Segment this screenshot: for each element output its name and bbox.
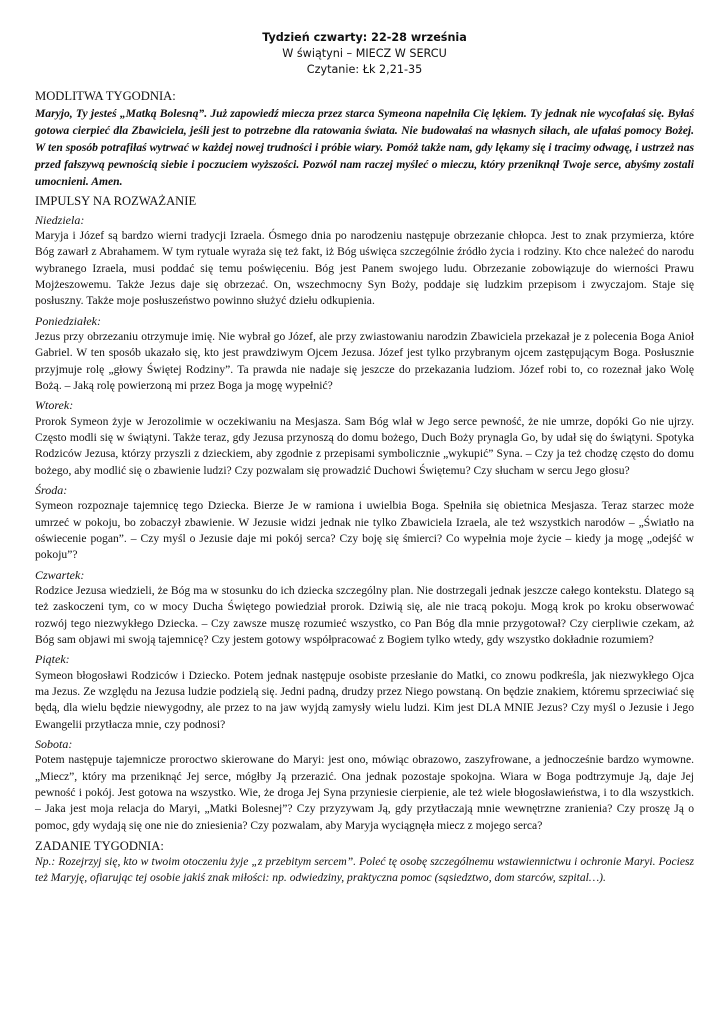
reading-reference: Czytanie: Łk 2,21-35: [306, 63, 423, 76]
day-text: Potem następuje tajemnicze proroctwo skierowane do Maryi: jest ono, mówiąc obrazowo, zaszyfrowane, a jednocześnie bardzo wymowne. „Miecz”, który ma przeniknąć Jej serce, mógłby Ją przerazić. Ona jednak pozostaje spokojna. Wiara w Boga podtrzymuje Ją, daje Jej pewność i pokój. Jest gotowa na wszystko. Wie, że droga Jej Syna przyniesie cierpienie, ale też wiele błogosławieństwa, i to dla wszystkich. – Jaka jest moja relacja do Maryi, „Matki Bolesnej”? Czy przyzywam Ją, gdy przytłaczają mnie wewnętrzne zranienia? Czy proszę Ją o pomoc, gdy wydają się one nie do zniesienia? Czy pozwalam, aby Maryja wyciągnęła miecz z mojego serca?: [35, 753, 694, 832]
day-text: Symeon rozpoznaje tajemnicę tego Dziecka. Bierze Je w ramiona i uwielbia Boga. Spełniła się obietnica Mesjasza. Teraz starzec może umrzeć w pokoju, bo zobaczył zbawienie. W Jezusie widzi jednak nie tylko Zbawiciela Izraela, ale też wszystkich narodów – „Światło na oświecenie pogan”. – Czy myśl o Jezusie daje mi pokój serca? Czy boję się śmierci? Co wypełnia moje życie – kiedy ja mogę „odejść w pokoju”?: [35, 499, 694, 562]
day-text: Prorok Symeon żyje w Jerozolimie w oczekiwaniu na Mesjasza. Sam Bóg wlał w Jego serce pewność, że nie umrze, dopóki Go nie ujrzy. Często modli się w świątyni. Także teraz, gdy Jezusa przynoszą do domu bożego, Duch Boży prynagla Go, by udał się do świątyni. Spotyka Rodziców Jezusa, którzy przyszli z dzieckiem, aby zgodnie z przepisami symbolicznie „wykupić” Syna. – Czy ja też chodzę często do domu bożego, aby modlić się o zbawienie ludzi? Czy pozwalam się prowadzić Duchowi Świętemu? Czy słucham w sercu Jego głosu?: [35, 414, 694, 477]
prayer-text: Maryjo, Ty jesteś „Matką Bolesną”. Już zapowiedź miecza przez starca Symeona napełniła Cię lękiem. Ty jednak nie wycofałaś się. Byłaś gotowa cierpieć dla Zbawiciela, jeśli jest to potrzebne dla ratowania świata. Nie budowałaś na własnych siłach, ale ufałaś pomocy Bożej. W ten sposób potrafiłaś wytrwać w każdej nowej trudności i próbie wiary. Pomóż także nam, gdy lękamy się i tracimy odwagę, i ustrzeż nas przed fałszywą pewnością siebie i poczuciem wyższości. Pozwól nam raczej myśleć o mieczu, który przeniknął Twoje serce, abyśmy zostali umocnieni. Amen.: [35, 107, 694, 188]
week-subtitle: W świątyni – MIECZ W SERCU: [282, 47, 447, 60]
task-heading: ZADANIE TYGODNIA:: [35, 838, 164, 853]
task-section: [35, 838, 694, 887]
day-sunday: [35, 213, 694, 310]
day-wednesday: [35, 483, 694, 564]
day-text: Maryja i Józef są bardzo wierni tradycji Izraela. Ósmego dnia po narodzeniu następuje obrzezanie chłopca. Jest to znak przymierza, które Bóg zawarł z Abrahamem. W tym rytuale wyraża się też fakt, iż Bóg uświęca szczególnie źródło życia i rodziny. Kto chce należeć do narodu wybranego Izraela, musi poddać się temu poświęceniu. Bóg jest Panem swojego ludu. Obrzezanie zobowiązuje do wierności Prawu Mojżeszowemu. Także Jezus daje się obrzezać. On, wszechmocny Syn Boży, poddaje się ludzkim przepisom i zwyczajom. Staje się posłuszny. Także moje posłuszeństwo powinno służyć dziełu odkupienia.: [35, 229, 694, 308]
day-name: Czwartek:: [35, 567, 85, 582]
day-text: Symeon błogosławi Rodziców i Dziecko. Potem jednak następuje osobiste przesłanie do Matki, co znowu podkreśla, jak niezwykłego Ojca ma Jezus. Ze względu na Jezusa ludzie podzielą się. Jedni padną, drudzy przez Niego powstaną. On będzie znakiem, któremu sprzeciwiać się będą, dla wielu będzie niewygodny, ale przez to na jaw wyjdą zamysły wielu ludzi. Kim jest DLA MNIE Jezus? Czy myśl o Jezusie i Jego Ewangelii przytłacza mnie, czy podnosi?: [35, 668, 694, 731]
day-monday: [35, 314, 694, 395]
day-name: Sobota:: [35, 736, 73, 751]
day-text: Jezus przy obrzezaniu otrzymuje imię. Nie wybrał go Józef, ale przy zwiastowaniu narodzin Zbawiciela przekazał je z polecenia Boga Anioł Gabriel. W ten sposób ukazało się, kto jest prawdziwym Ojcem Jezusa. Józef jest tylko przybranym ojcem zastępującym Boga. Posłusznie przyjmuje rolę „głowy Świętej Rodziny”. Ta prawda nie nadaje się jeszcze do przekazania ludziom. Józef robi to, co rozeznał jako Wolę Bożą. – Jaką rolę powierzoną mi przez Boga ja mogę wypełnić?: [35, 330, 694, 392]
impulses-heading: IMPULSY NA ROZWAŻANIE: [35, 193, 197, 208]
document-header: [35, 30, 694, 78]
day-thursday: [35, 568, 694, 649]
week-title: Tydzień czwarty: 22-28 września: [262, 31, 467, 44]
day-text: Rodzice Jezusa wiedzieli, że Bóg ma w stosunku do ich dziecka szczególny plan. Nie dostrzegali jednak jeszcze całego kontekstu. Dlatego są też zaskoczeni tym, co w mocy Ducha Świętego powiedział prorok. Dziwią się, ale nie tracą pokoju. Mogą krok po kroku obserwować rozwój tego niezwykłego Dziecka. – Czy zawsze muszę rozumieć wszystko, co Pan Bóg dla mnie przygotował? Czy cierpliwie czekam, aż Bóg sam objawi mi swoją tajemnicę? Czy jestem gotowy współpracować z Bogiem tylko wtedy, gdy wszystko dokładnie rozumiem?: [35, 584, 694, 646]
day-tuesday: [35, 398, 694, 479]
prayer-section: [35, 88, 694, 191]
day-name: Wtorek:: [35, 398, 74, 413]
impulses-section: [35, 193, 694, 834]
prayer-heading: MODLITWA TYGODNIA:: [35, 89, 176, 103]
day-name: Niedziela:: [35, 212, 85, 227]
day-friday: [35, 652, 694, 733]
day-name: Piątek:: [35, 652, 70, 667]
day-name: Poniedziałek:: [35, 313, 101, 328]
day-saturday: [35, 737, 694, 834]
day-name: Środa:: [35, 482, 68, 497]
task-text: Np.: Rozejrzyj się, kto w twoim otoczeniu żyje „z przebitym sercem”. Poleć tę osobę szczególnemu wstawiennictwu i ochronie Maryi. Pociesz też Maryję, ofiarując tej osobie jakiś znak miłości: np. odwiedziny, praktyczna pomoc (sąsiedztwo, dom starców, szpital…).: [35, 854, 694, 885]
document-page: [35, 30, 694, 887]
